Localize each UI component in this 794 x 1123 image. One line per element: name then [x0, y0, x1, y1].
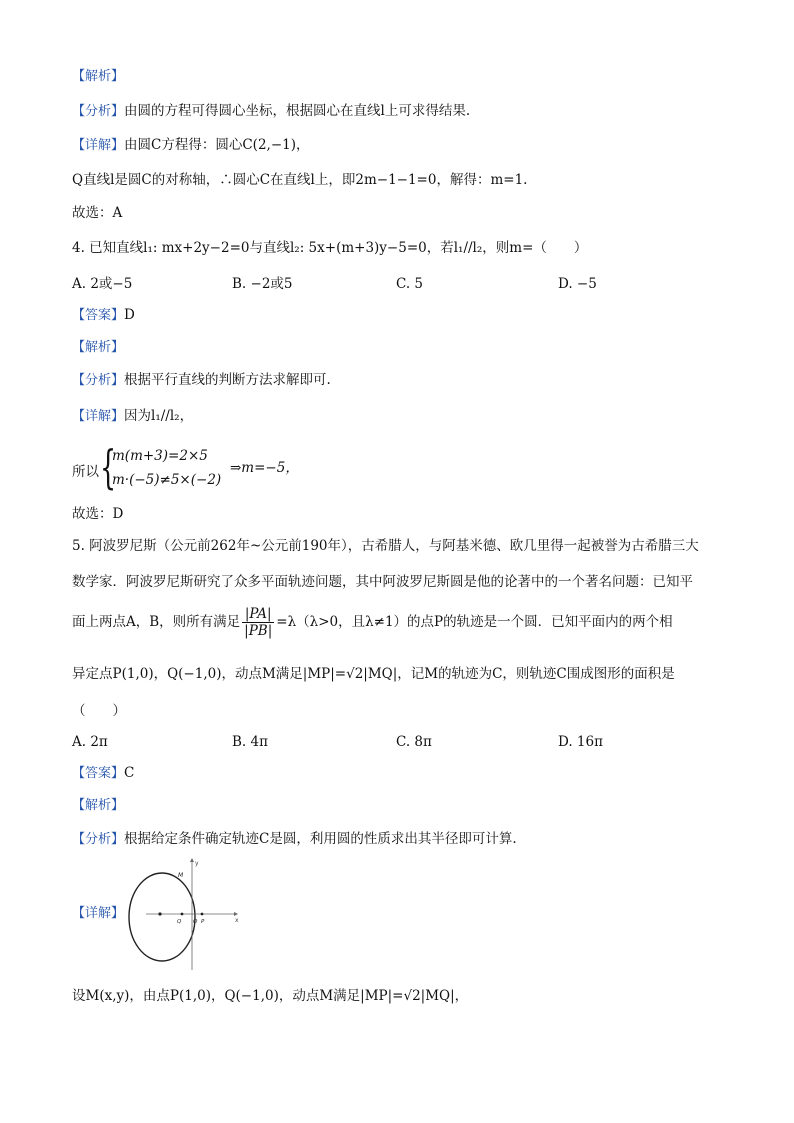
q5-detail-tag-line — [72, 903, 124, 924]
q5-fraction-denominator: |PB| — [244, 623, 273, 639]
q5-option-a: A. 2π — [72, 734, 108, 750]
q4-analysis — [72, 370, 331, 391]
q5-ratio-fraction — [242, 606, 274, 639]
daan-tag: 【答案】 — [72, 766, 125, 781]
circle-center-point — [158, 912, 161, 915]
q4-eq2: m·(−5)≠5×(−2) — [112, 472, 222, 488]
apollonius-circle-figure — [122, 856, 242, 974]
point-q — [181, 913, 184, 916]
q4-detail-line1: 因为l₁//l₂， — [124, 408, 194, 424]
jiexi-tag-q5: 【解析】 — [72, 798, 125, 813]
x-axis-arrow-icon — [234, 912, 238, 916]
xiangjie-tag: 【详解】 — [72, 906, 125, 921]
q4-analysis-text: 根据平行直线的判断方法求解即可. — [124, 372, 331, 388]
q3-detail-line2: Q直线l是圆C的对称轴，∴圆心C在直线l上，即2m−1−1=0，解得：m=1. — [72, 172, 528, 188]
q4-option-b: B. −2或5 — [232, 276, 293, 292]
q3-detail-line1: 由圆C方程得：圆心C(2,−1)， — [124, 137, 310, 153]
label-p: P — [201, 919, 205, 925]
fenxi-tag: 【分析】 — [72, 832, 125, 847]
y-axis-arrow-icon — [190, 858, 194, 862]
q3-choice: 故选：A — [72, 205, 123, 221]
q4-option-a: A. 2或−5 — [72, 276, 133, 292]
q4-option-c: C. 5 — [396, 276, 424, 292]
q5-fraction-numerator: |PA| — [242, 606, 274, 623]
q4-answer — [72, 305, 135, 326]
q3-analysis — [72, 101, 470, 122]
q4-result: ⇒m=−5， — [230, 460, 299, 476]
q5-option-c: C. 8π — [396, 734, 432, 750]
fenxi-tag: 【分析】 — [72, 373, 125, 388]
q4-option-d: D. −5 — [558, 276, 597, 292]
fenxi-tag: 【分析】 — [72, 104, 125, 119]
jiexi-tag-q4: 【解析】 — [72, 340, 125, 355]
q3-detail — [72, 135, 310, 156]
q5-stem-line2: 数学家．阿波罗尼斯研究了众多平面轨迹问题，其中阿波罗尼斯圆是他的论著中的一个著名问题：已知平 — [72, 574, 693, 590]
label-m: M — [178, 872, 184, 879]
q5-stem-line3 — [72, 602, 673, 642]
label-o: O — [193, 919, 198, 925]
q5-stem-line3-pre: 面上两点A，B，则所有满足 — [72, 614, 241, 630]
point-p — [201, 913, 204, 916]
label-x: x — [235, 917, 239, 924]
q4-eq1: m(m+3)=2×5 — [112, 448, 208, 464]
q4-answer-value: D — [124, 307, 135, 323]
q4-stem: 4. 已知直线l₁: mx+2y−2=0与直线l₂: 5x+(m+3)y−5=0，若l₁//l₂，则m=（ ） — [72, 240, 588, 256]
xiangjie-tag: 【详解】 — [72, 409, 125, 424]
q5-stem-line4: 异定点P(1,0)，Q(−1,0)，动点M满足|MP|=√2|MQ|，记M的轨迹为C，则轨迹C围成图形的面积是 — [72, 666, 675, 682]
q5-stem-line5: （ ） — [72, 703, 126, 719]
q4-detail — [72, 406, 193, 427]
locus-circle — [129, 873, 195, 961]
q3-analysis-text: 由圆的方程可得圆心坐标，根据圆心在直线l上可求得结果. — [124, 103, 471, 119]
q5-analysis-text: 根据给定条件确定轨迹C是圆，利用圆的性质求出其半径即可计算. — [124, 831, 517, 847]
q5-answer — [72, 763, 134, 784]
jiexi-tag-q3: 【解析】 — [72, 69, 125, 84]
q5-stem-line1: 5. 阿波罗尼斯（公元前262年~公元前190年），古希腊人，与阿基米德、欧几里得一起被誉为古希腊三大 — [72, 538, 699, 554]
q5-stem-line3-post: =λ（λ>0，且λ≠1）的点P的轨迹是一个圆．已知平面内的两个相 — [276, 614, 673, 630]
label-y: y — [195, 860, 199, 867]
q5-option-b: B. 4π — [232, 734, 268, 750]
q4-so-label: 所以 — [72, 464, 99, 480]
q5-answer-value: C — [124, 765, 135, 781]
label-q: Q — [177, 919, 182, 925]
q5-detail-line1: 设M(x,y)，由点P(1,0)，Q(−1,0)，动点M满足|MP|=√2|MQ|， — [72, 988, 469, 1004]
left-brace-icon: { — [100, 440, 117, 494]
q4-choice: 故选：D — [72, 506, 124, 522]
q5-analysis — [72, 829, 517, 850]
q5-option-d: D. 16π — [558, 734, 603, 750]
daan-tag: 【答案】 — [72, 308, 125, 323]
xiangjie-tag: 【详解】 — [72, 138, 125, 153]
